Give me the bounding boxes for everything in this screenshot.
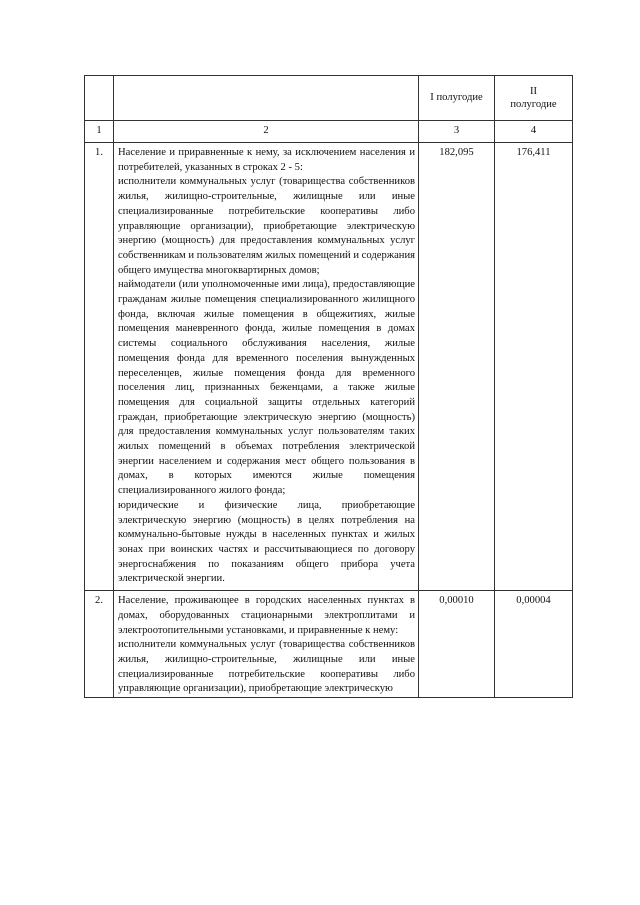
header-cell-half-year-1: I полугодие <box>419 76 495 121</box>
table-row <box>85 591 573 698</box>
row-description <box>114 143 419 591</box>
value-half-year-2: 0,00004 <box>495 591 573 698</box>
column-number-row <box>85 121 573 143</box>
description-paragraph: наймодатели (или уполномоченные ими лица), предоставляющие гражданам жилые помещения специализированного жилищного фонда, включая жилые помещения в общежитиях, жилые помещения маневренного фонда, жилые помещения в домах системы социального обслуживания населения, жилые помещения фонда для временного поселения вынужденных переселенцев, жилые помещения фонда для временного поселения лиц, признанных беженцами, а также жилые помещения для социальной защиты отдельных категорий граждан, приобретающие электрическую энергию (мощность) для предоставления коммунальных услуг пользователям таких жилых помещений в объемах потребления электрической энергии населением и содержания мест общего пользования в домах, в которых имеются жилые помещения специализированного жилого фонда; <box>118 279 415 497</box>
value-half-year-1: 182,095 <box>419 143 495 591</box>
header-cell-description <box>114 76 419 121</box>
row-number: 2. <box>85 591 114 698</box>
table-header-row <box>85 76 573 121</box>
tariff-table <box>84 75 573 698</box>
table-row <box>85 143 573 591</box>
description-paragraph: Население, проживающее в городских населенных пунктах в домах, оборудованных стационарными электроплитами и электроотопительными установками, и приравненные к нему: <box>118 595 415 636</box>
row-description <box>114 591 419 698</box>
description-paragraph: Население и приравненные к нему, за исключением населения и потребителей, указанных в строках 2 - 5: <box>118 147 415 173</box>
column-number: 3 <box>419 121 495 143</box>
column-number: 4 <box>495 121 573 143</box>
value-half-year-1: 0,00010 <box>419 591 495 698</box>
header-cell-half-year-2 <box>495 76 573 121</box>
header-cell-number <box>85 76 114 121</box>
column-number: 1 <box>85 121 114 143</box>
value-half-year-2: 176,411 <box>495 143 573 591</box>
header-half-year-2-roman: II <box>529 86 538 97</box>
description-paragraph: исполнители коммунальных услуг (товарищества собственников жилья, жилищно-строительные, жилищные или иные специализированные потребительские кооперативы либо управляющие организации), приобретающие электрическую <box>118 639 415 695</box>
column-number: 2 <box>114 121 419 143</box>
header-half-year-2-label: полугодие <box>510 99 557 110</box>
row-number: 1. <box>85 143 114 591</box>
description-paragraph: юридические и физические лица, приобретающие электрическую энергию (мощность) в целях потребления на коммунально-бытовые нужды в населенных пунктах и жилых зонах при воинских частях и рассчитывающиеся по договору энергоснабжения по показаниям общего прибора учета электрической энергии. <box>118 499 415 585</box>
description-paragraph: исполнители коммунальных услуг (товарищества собственников жилья, жилищно-строительные, жилищные или иные специализированные потребительские кооперативы либо управляющие организации), приобретающие электрическую энергию (мощность) для предоставления коммунальных услуг собственникам и пользователям жилых помещений и содержания общего имущества многоквартирных домов; <box>118 176 415 276</box>
